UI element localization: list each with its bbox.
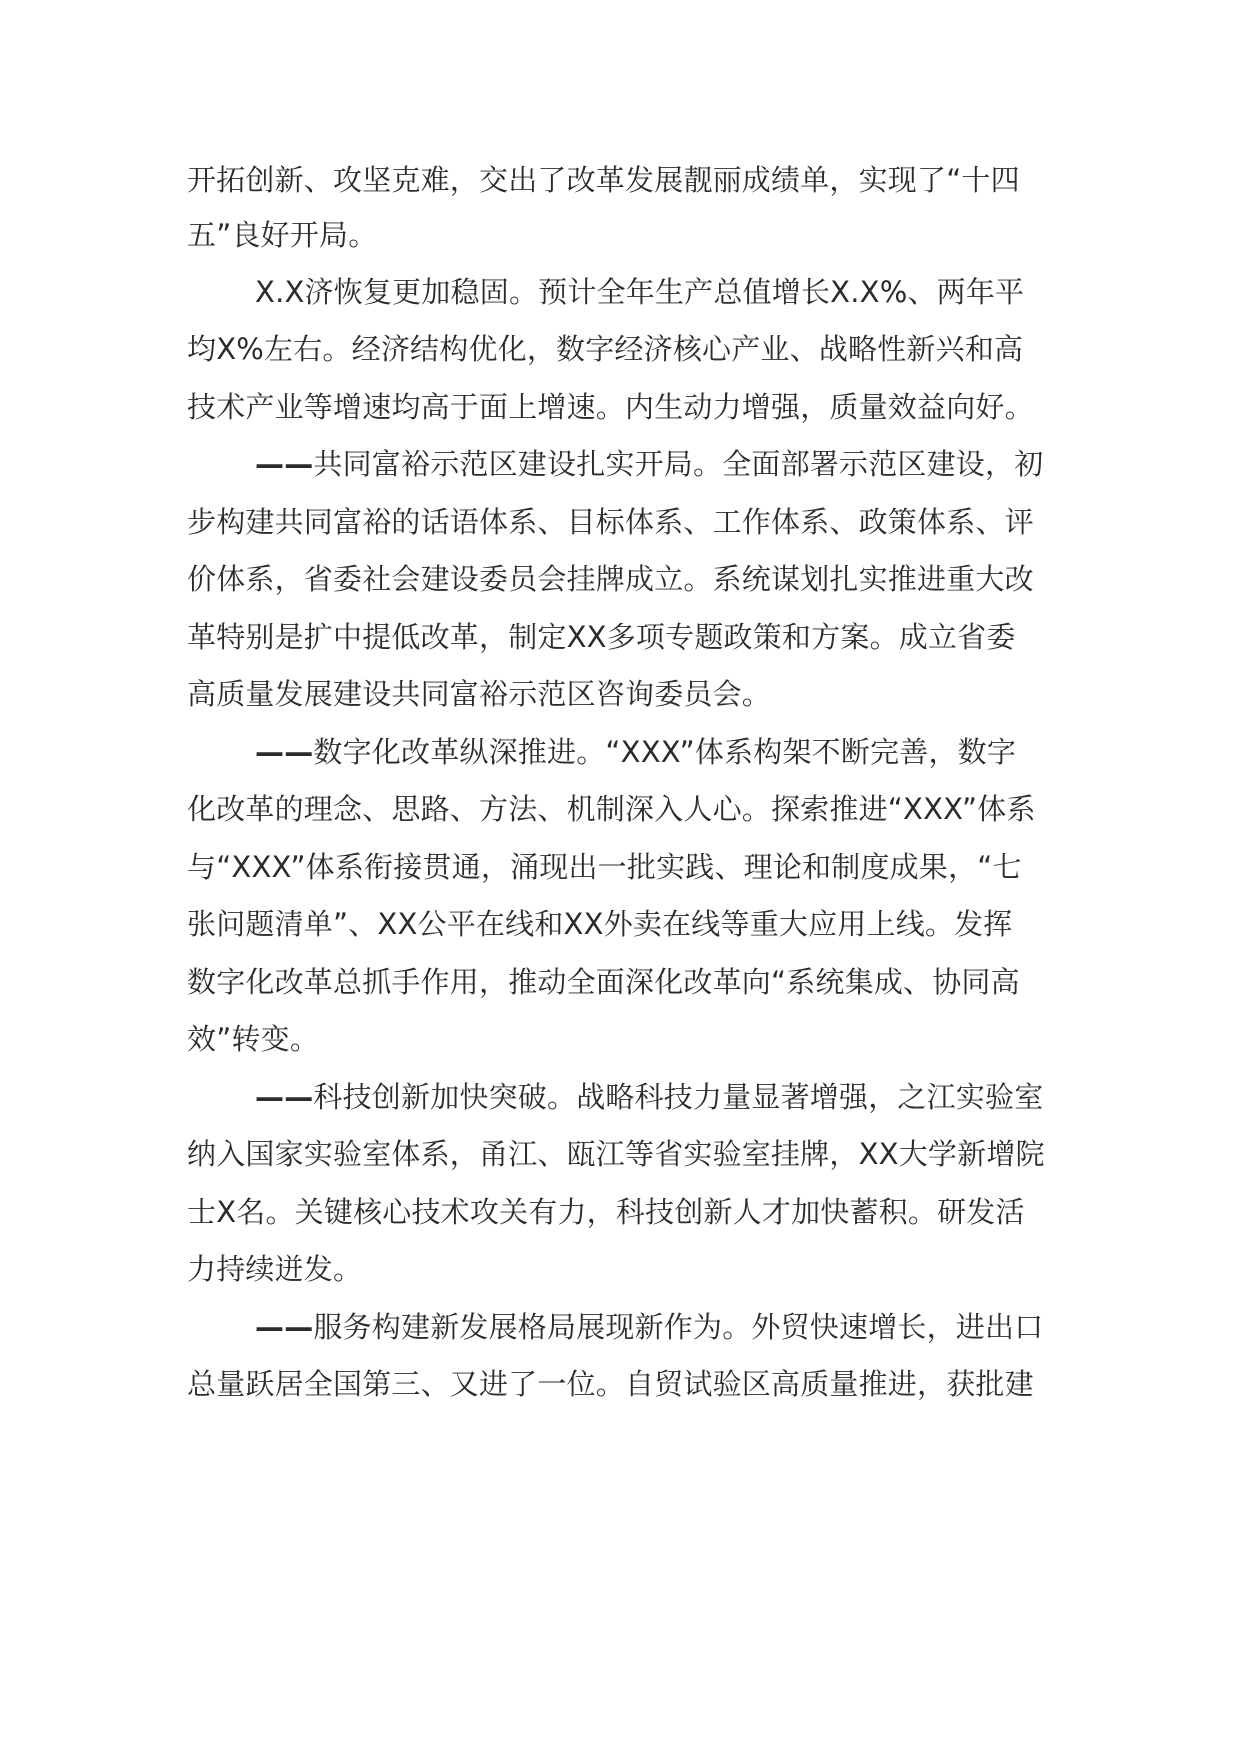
em-dash: —— — [255, 735, 314, 769]
text-line: 与“XXX”体系衔接贯通，涌现出一批实践、理论和制度成果，“七 — [187, 850, 1022, 884]
text-line: 均X%左右。经济结构优化，数字经济核心产业、战略性新兴和高 — [187, 332, 1024, 366]
em-dash: —— — [255, 1080, 314, 1114]
text-line: 步构建共同富裕的话语体系、目标体系、工作体系、政策体系、评 — [187, 505, 1034, 539]
text-line: 革特别是扩中提低改革，制定XX多项专题政策和方案。成立省委 — [187, 620, 1016, 654]
text-line: 张问题清单”、XX公平在线和XX外卖在线等重大应用上线。发挥 — [187, 907, 1013, 941]
text-line: 总量跃居全国第三、又进了一位。自贸试验区高质量推进，获批建 — [187, 1367, 1034, 1401]
text-line: 五”良好开局。 — [187, 218, 378, 252]
paragraph-start-line: X.X济恢复更加稳固。预计全年生产总值增长X.X%、两年平 — [255, 275, 1025, 309]
text-line: 开拓创新、攻坚克难，交出了改革发展靓丽成绩单，实现了“十四 — [187, 163, 1020, 197]
text-line: 高质量发展建设共同富裕示范区咨询委员会。 — [187, 677, 772, 711]
em-dash: —— — [255, 447, 314, 481]
text-line: 数字化改革总抓手作用，推动全面深化改革向“系统集成、协同高 — [187, 965, 1020, 999]
text-line: 纳入国家实验室体系，甬江、瓯江等省实验室挂牌，XX大学新增院 — [187, 1137, 1045, 1171]
section-heading-line: ——数字化改革纵深推进。“XXX”体系构架不断完善，数字 — [255, 735, 1017, 769]
text-line: 化改革的理念、思路、方法、机制深入人心。探索推进“XXX”体系 — [187, 792, 1036, 826]
text-line: 效”转变。 — [187, 1022, 320, 1056]
em-dash: —— — [255, 1310, 314, 1344]
section-heading-line: ——共同富裕示范区建设扎实开局。全面部署示范区建设，初 — [255, 447, 1044, 481]
text-line: 价体系，省委社会建设委员会挂牌成立。系统谋划扎实推进重大改 — [187, 562, 1034, 596]
text-line: 力持续迸发。 — [187, 1252, 363, 1286]
section-heading-line: ——服务构建新发展格局展现新作为。外贸快速增长，进出口 — [255, 1310, 1044, 1344]
text-line: 技术产业等增速均高于面上增速。内生动力增强，质量效益向好。 — [187, 390, 1034, 424]
section-heading-line: ——科技创新加快突破。战略科技力量显著增强，之江实验室 — [255, 1080, 1044, 1114]
text-line: 士X名。关键核心技术攻关有力，科技创新人才加快蓄积。研发活 — [187, 1195, 1025, 1229]
